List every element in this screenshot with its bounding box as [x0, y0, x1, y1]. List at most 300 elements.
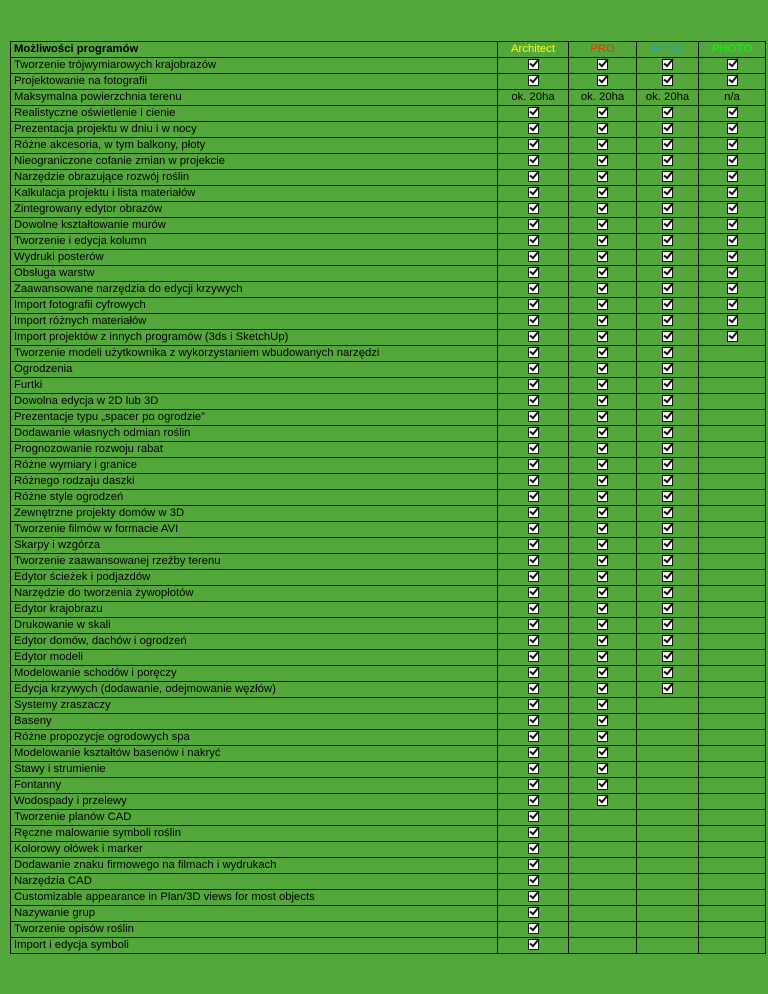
check-cell [637, 218, 699, 234]
feature-label: Tworzenie modeli użytkownika z wykorzystaniem wbudowanych narzędzi [11, 346, 498, 362]
checkbox-checked-icon [662, 635, 673, 646]
checkbox-checked-icon [528, 59, 539, 70]
checkbox-checked-icon [662, 523, 673, 534]
check-cell [498, 890, 569, 906]
value-cell: ok. 20ha [569, 90, 637, 106]
checkbox-checked-icon [528, 139, 539, 150]
checkbox-checked-icon [662, 475, 673, 486]
check-cell [569, 314, 637, 330]
check-cell [569, 250, 637, 266]
table-row [11, 298, 766, 314]
checkbox-checked-icon [662, 235, 673, 246]
check-cell [569, 234, 637, 250]
empty-cell [699, 810, 766, 826]
table-row [11, 410, 766, 426]
table-row [11, 682, 766, 698]
table-row [11, 330, 766, 346]
feature-label: Tworzenie opisów roślin [11, 922, 498, 938]
checkbox-checked-icon [727, 139, 738, 150]
feature-label: Zewnętrzne projekty domów w 3D [11, 506, 498, 522]
checkbox-checked-icon [662, 395, 673, 406]
empty-cell [699, 538, 766, 554]
empty-cell [637, 890, 699, 906]
empty-cell [637, 762, 699, 778]
check-cell [637, 74, 699, 90]
checkbox-checked-icon [597, 523, 608, 534]
empty-cell [699, 746, 766, 762]
empty-cell [699, 890, 766, 906]
table-row [11, 778, 766, 794]
empty-cell [699, 714, 766, 730]
check-cell [569, 538, 637, 554]
check-cell [569, 570, 637, 586]
empty-cell [569, 810, 637, 826]
check-cell [569, 218, 637, 234]
empty-cell [699, 938, 766, 954]
feature-label: Różne akcesoria, w tym balkony, płoty [11, 138, 498, 154]
check-cell [498, 458, 569, 474]
check-cell [699, 122, 766, 138]
check-cell [637, 618, 699, 634]
checkbox-checked-icon [662, 107, 673, 118]
check-cell [699, 106, 766, 122]
check-cell [498, 666, 569, 682]
feature-label: Narzędzie obrazujące rozwój roślin [11, 170, 498, 186]
check-cell [569, 762, 637, 778]
check-cell [569, 122, 637, 138]
checkbox-checked-icon [597, 363, 608, 374]
empty-cell [699, 474, 766, 490]
table-row [11, 250, 766, 266]
check-cell [498, 538, 569, 554]
table-row [11, 506, 766, 522]
checkbox-checked-icon [727, 155, 738, 166]
table-row [11, 746, 766, 762]
checkbox-checked-icon [597, 139, 608, 150]
check-cell [569, 666, 637, 682]
check-cell [699, 186, 766, 202]
table-row [11, 234, 766, 250]
checkbox-checked-icon [727, 171, 738, 182]
check-cell [498, 730, 569, 746]
table-row [11, 122, 766, 138]
empty-cell [699, 698, 766, 714]
check-cell [637, 298, 699, 314]
checkbox-checked-icon [597, 283, 608, 294]
checkbox-checked-icon [528, 523, 539, 534]
check-cell [637, 314, 699, 330]
checkbox-checked-icon [528, 395, 539, 406]
feature-label: Import projektów z innych programów (3ds i SketchUp) [11, 330, 498, 346]
check-cell [498, 634, 569, 650]
checkbox-checked-icon [662, 75, 673, 86]
table-row [11, 602, 766, 618]
check-cell [498, 74, 569, 90]
table-row [11, 266, 766, 282]
empty-cell [699, 346, 766, 362]
feature-label: Edytor krajobrazu [11, 602, 498, 618]
checkbox-checked-icon [597, 395, 608, 406]
check-cell [498, 378, 569, 394]
empty-cell [569, 826, 637, 842]
feature-label: Modelowanie kształtów basenów i nakryć [11, 746, 498, 762]
check-cell [498, 154, 569, 170]
check-cell [699, 314, 766, 330]
checkbox-checked-icon [528, 507, 539, 518]
feature-label: Tworzenie trójwymiarowych krajobrazów [11, 58, 498, 74]
empty-cell [637, 922, 699, 938]
check-cell [637, 554, 699, 570]
checkbox-checked-icon [597, 203, 608, 214]
checkbox-checked-icon [727, 203, 738, 214]
checkbox-checked-icon [662, 379, 673, 390]
check-cell [498, 250, 569, 266]
check-cell [637, 234, 699, 250]
checkbox-checked-icon [528, 603, 539, 614]
check-cell [699, 250, 766, 266]
table-row [11, 362, 766, 378]
empty-cell [569, 842, 637, 858]
checkbox-checked-icon [528, 411, 539, 422]
check-cell [699, 154, 766, 170]
check-cell [569, 138, 637, 154]
check-cell [637, 362, 699, 378]
feature-label: Różnego rodzaju daszki [11, 474, 498, 490]
table-row [11, 554, 766, 570]
empty-cell [699, 874, 766, 890]
check-cell [569, 506, 637, 522]
checkbox-checked-icon [727, 107, 738, 118]
checkbox-checked-icon [597, 539, 608, 550]
checkbox-checked-icon [597, 651, 608, 662]
check-cell [498, 554, 569, 570]
check-cell [569, 394, 637, 410]
empty-cell [637, 746, 699, 762]
checkbox-checked-icon [528, 379, 539, 390]
check-cell [498, 410, 569, 426]
checkbox-checked-icon [528, 715, 539, 726]
checkbox-checked-icon [662, 587, 673, 598]
checkbox-checked-icon [597, 715, 608, 726]
checkbox-checked-icon [528, 443, 539, 454]
empty-cell [569, 874, 637, 890]
check-cell [498, 266, 569, 282]
checkbox-checked-icon [528, 299, 539, 310]
check-cell [637, 58, 699, 74]
check-cell [569, 474, 637, 490]
checkbox-checked-icon [528, 859, 539, 870]
check-cell [498, 810, 569, 826]
checkbox-checked-icon [597, 699, 608, 710]
checkbox-checked-icon [597, 107, 608, 118]
table-row [11, 730, 766, 746]
checkbox-checked-icon [662, 443, 673, 454]
check-cell [569, 682, 637, 698]
check-cell [569, 106, 637, 122]
table-title: Możliwości programów [11, 42, 498, 58]
feature-label: Kolorowy ołówek i marker [11, 842, 498, 858]
feature-label: Zaawansowane narzędzia do edycji krzywych [11, 282, 498, 298]
check-cell [637, 522, 699, 538]
checkbox-checked-icon [727, 59, 738, 70]
feature-label: Wydruki posterów [11, 250, 498, 266]
checkbox-checked-icon [528, 155, 539, 166]
empty-cell [637, 778, 699, 794]
table-row [11, 314, 766, 330]
checkbox-checked-icon [597, 763, 608, 774]
empty-cell [699, 762, 766, 778]
col-header-pro: PRO [569, 42, 637, 58]
checkbox-checked-icon [597, 123, 608, 134]
checkbox-checked-icon [528, 123, 539, 134]
empty-cell [699, 826, 766, 842]
check-cell [637, 506, 699, 522]
table-row [11, 474, 766, 490]
check-cell [569, 586, 637, 602]
feature-label: Obsługa warstw [11, 266, 498, 282]
table-row [11, 106, 766, 122]
feature-label: Furtki [11, 378, 498, 394]
check-cell [637, 170, 699, 186]
empty-cell [637, 810, 699, 826]
checkbox-checked-icon [597, 683, 608, 694]
feature-label: Tworzenie zaawansowanej rzeźby terenu [11, 554, 498, 570]
table-row [11, 426, 766, 442]
checkbox-checked-icon [662, 555, 673, 566]
check-cell [498, 506, 569, 522]
checkbox-checked-icon [597, 443, 608, 454]
check-cell [498, 474, 569, 490]
checkbox-checked-icon [528, 187, 539, 198]
check-cell [498, 922, 569, 938]
table-row [11, 218, 766, 234]
check-cell [569, 362, 637, 378]
check-cell [498, 330, 569, 346]
table-row [11, 394, 766, 410]
empty-cell [637, 938, 699, 954]
check-cell [498, 58, 569, 74]
empty-cell [699, 362, 766, 378]
checkbox-checked-icon [662, 363, 673, 374]
check-cell [637, 490, 699, 506]
checkbox-checked-icon [597, 411, 608, 422]
checkbox-checked-icon [528, 555, 539, 566]
empty-cell [569, 890, 637, 906]
col-header-plus: PLUS [637, 42, 699, 58]
checkbox-checked-icon [662, 283, 673, 294]
check-cell [637, 410, 699, 426]
check-cell [699, 282, 766, 298]
empty-cell [699, 794, 766, 810]
checkbox-checked-icon [528, 907, 539, 918]
checkbox-checked-icon [597, 171, 608, 182]
table-row [11, 618, 766, 634]
check-cell [569, 778, 637, 794]
empty-cell [637, 714, 699, 730]
check-cell [498, 138, 569, 154]
feature-label: Edytor modeli [11, 650, 498, 666]
checkbox-checked-icon [528, 539, 539, 550]
check-cell [498, 490, 569, 506]
table-row [11, 170, 766, 186]
empty-cell [569, 906, 637, 922]
checkbox-checked-icon [727, 315, 738, 326]
check-cell [569, 650, 637, 666]
check-cell [637, 346, 699, 362]
checkbox-checked-icon [528, 315, 539, 326]
checkbox-checked-icon [528, 939, 539, 950]
feature-label: Zintegrowany edytor obrazów [11, 202, 498, 218]
table-row [11, 282, 766, 298]
feature-label: Maksymalna powierzchnia terenu [11, 90, 498, 106]
feature-label: Stawy i strumienie [11, 762, 498, 778]
check-cell [637, 426, 699, 442]
table-row [11, 186, 766, 202]
value-cell: ok. 20ha [498, 90, 569, 106]
check-cell [569, 186, 637, 202]
checkbox-checked-icon [597, 219, 608, 230]
checkbox-checked-icon [597, 635, 608, 646]
checkbox-checked-icon [528, 267, 539, 278]
check-cell [569, 490, 637, 506]
feature-label: Tworzenie filmów w formacie AVI [11, 522, 498, 538]
checkbox-checked-icon [597, 603, 608, 614]
check-cell [498, 874, 569, 890]
checkbox-checked-icon [597, 731, 608, 742]
checkbox-checked-icon [662, 683, 673, 694]
table-row [11, 138, 766, 154]
checkbox-checked-icon [528, 779, 539, 790]
table-row [11, 762, 766, 778]
empty-cell [699, 906, 766, 922]
check-cell [498, 314, 569, 330]
empty-cell [699, 394, 766, 410]
check-cell [498, 282, 569, 298]
check-cell [498, 746, 569, 762]
feature-label: Edytor domów, dachów i ogrodzeń [11, 634, 498, 650]
table-row [11, 634, 766, 650]
checkbox-checked-icon [662, 155, 673, 166]
check-cell [498, 778, 569, 794]
check-cell [498, 298, 569, 314]
check-cell [569, 170, 637, 186]
feature-label: Nieograniczone cofanie zmian w projekcie [11, 154, 498, 170]
empty-cell [699, 586, 766, 602]
checkbox-checked-icon [662, 411, 673, 422]
check-cell [569, 74, 637, 90]
check-cell [569, 298, 637, 314]
checkbox-checked-icon [727, 283, 738, 294]
table-row [11, 90, 766, 106]
checkbox-checked-icon [528, 795, 539, 806]
empty-cell [699, 490, 766, 506]
feature-label: Prognozowanie rozwoju rabat [11, 442, 498, 458]
checkbox-checked-icon [662, 603, 673, 614]
feature-label: Nazywanie grup [11, 906, 498, 922]
checkbox-checked-icon [597, 427, 608, 438]
checkbox-checked-icon [528, 107, 539, 118]
empty-cell [637, 858, 699, 874]
check-cell [498, 106, 569, 122]
check-cell [498, 714, 569, 730]
check-cell [637, 154, 699, 170]
feature-label: Projektowanie na fotografii [11, 74, 498, 90]
feature-label: Dowolne kształtowanie murów [11, 218, 498, 234]
check-cell [498, 426, 569, 442]
check-cell [699, 202, 766, 218]
table-row [11, 490, 766, 506]
feature-label: Drukowanie w skali [11, 618, 498, 634]
feature-label: Wodospady i przelewy [11, 794, 498, 810]
checkbox-checked-icon [528, 459, 539, 470]
checkbox-checked-icon [597, 235, 608, 246]
feature-comparison-table [10, 41, 766, 954]
col-header-architect: Architect [498, 42, 569, 58]
checkbox-checked-icon [528, 731, 539, 742]
feature-label: Różne wymiary i granice [11, 458, 498, 474]
feature-label: Dodawanie znaku firmowego na filmach i wydrukach [11, 858, 498, 874]
check-cell [699, 298, 766, 314]
check-cell [498, 586, 569, 602]
check-cell [637, 570, 699, 586]
checkbox-checked-icon [597, 507, 608, 518]
empty-cell [699, 458, 766, 474]
check-cell [637, 682, 699, 698]
checkbox-checked-icon [528, 491, 539, 502]
table-row [11, 938, 766, 954]
feature-label: Różne propozycje ogrodowych spa [11, 730, 498, 746]
empty-cell [569, 858, 637, 874]
check-cell [637, 122, 699, 138]
table-row [11, 586, 766, 602]
checkbox-checked-icon [662, 203, 673, 214]
check-cell [498, 442, 569, 458]
check-cell [569, 458, 637, 474]
checkbox-checked-icon [727, 299, 738, 310]
checkbox-checked-icon [597, 475, 608, 486]
check-cell [637, 650, 699, 666]
check-cell [569, 618, 637, 634]
check-cell [569, 410, 637, 426]
checkbox-checked-icon [528, 923, 539, 934]
empty-cell [699, 602, 766, 618]
checkbox-checked-icon [662, 539, 673, 550]
checkbox-checked-icon [597, 619, 608, 630]
feature-label: Import różnych materiałów [11, 314, 498, 330]
table-row [11, 874, 766, 890]
check-cell [637, 202, 699, 218]
check-cell [699, 266, 766, 282]
feature-label: Różne style ogrodzeń [11, 490, 498, 506]
check-cell [569, 266, 637, 282]
check-cell [498, 602, 569, 618]
check-cell [498, 906, 569, 922]
checkbox-checked-icon [528, 475, 539, 486]
check-cell [699, 234, 766, 250]
check-cell [699, 218, 766, 234]
checkbox-checked-icon [727, 251, 738, 262]
check-cell [637, 106, 699, 122]
empty-cell [699, 378, 766, 394]
check-cell [498, 826, 569, 842]
checkbox-checked-icon [597, 347, 608, 358]
check-cell [637, 602, 699, 618]
checkbox-checked-icon [597, 667, 608, 678]
checkbox-checked-icon [662, 507, 673, 518]
check-cell [569, 378, 637, 394]
checkbox-checked-icon [662, 267, 673, 278]
checkbox-checked-icon [528, 235, 539, 246]
